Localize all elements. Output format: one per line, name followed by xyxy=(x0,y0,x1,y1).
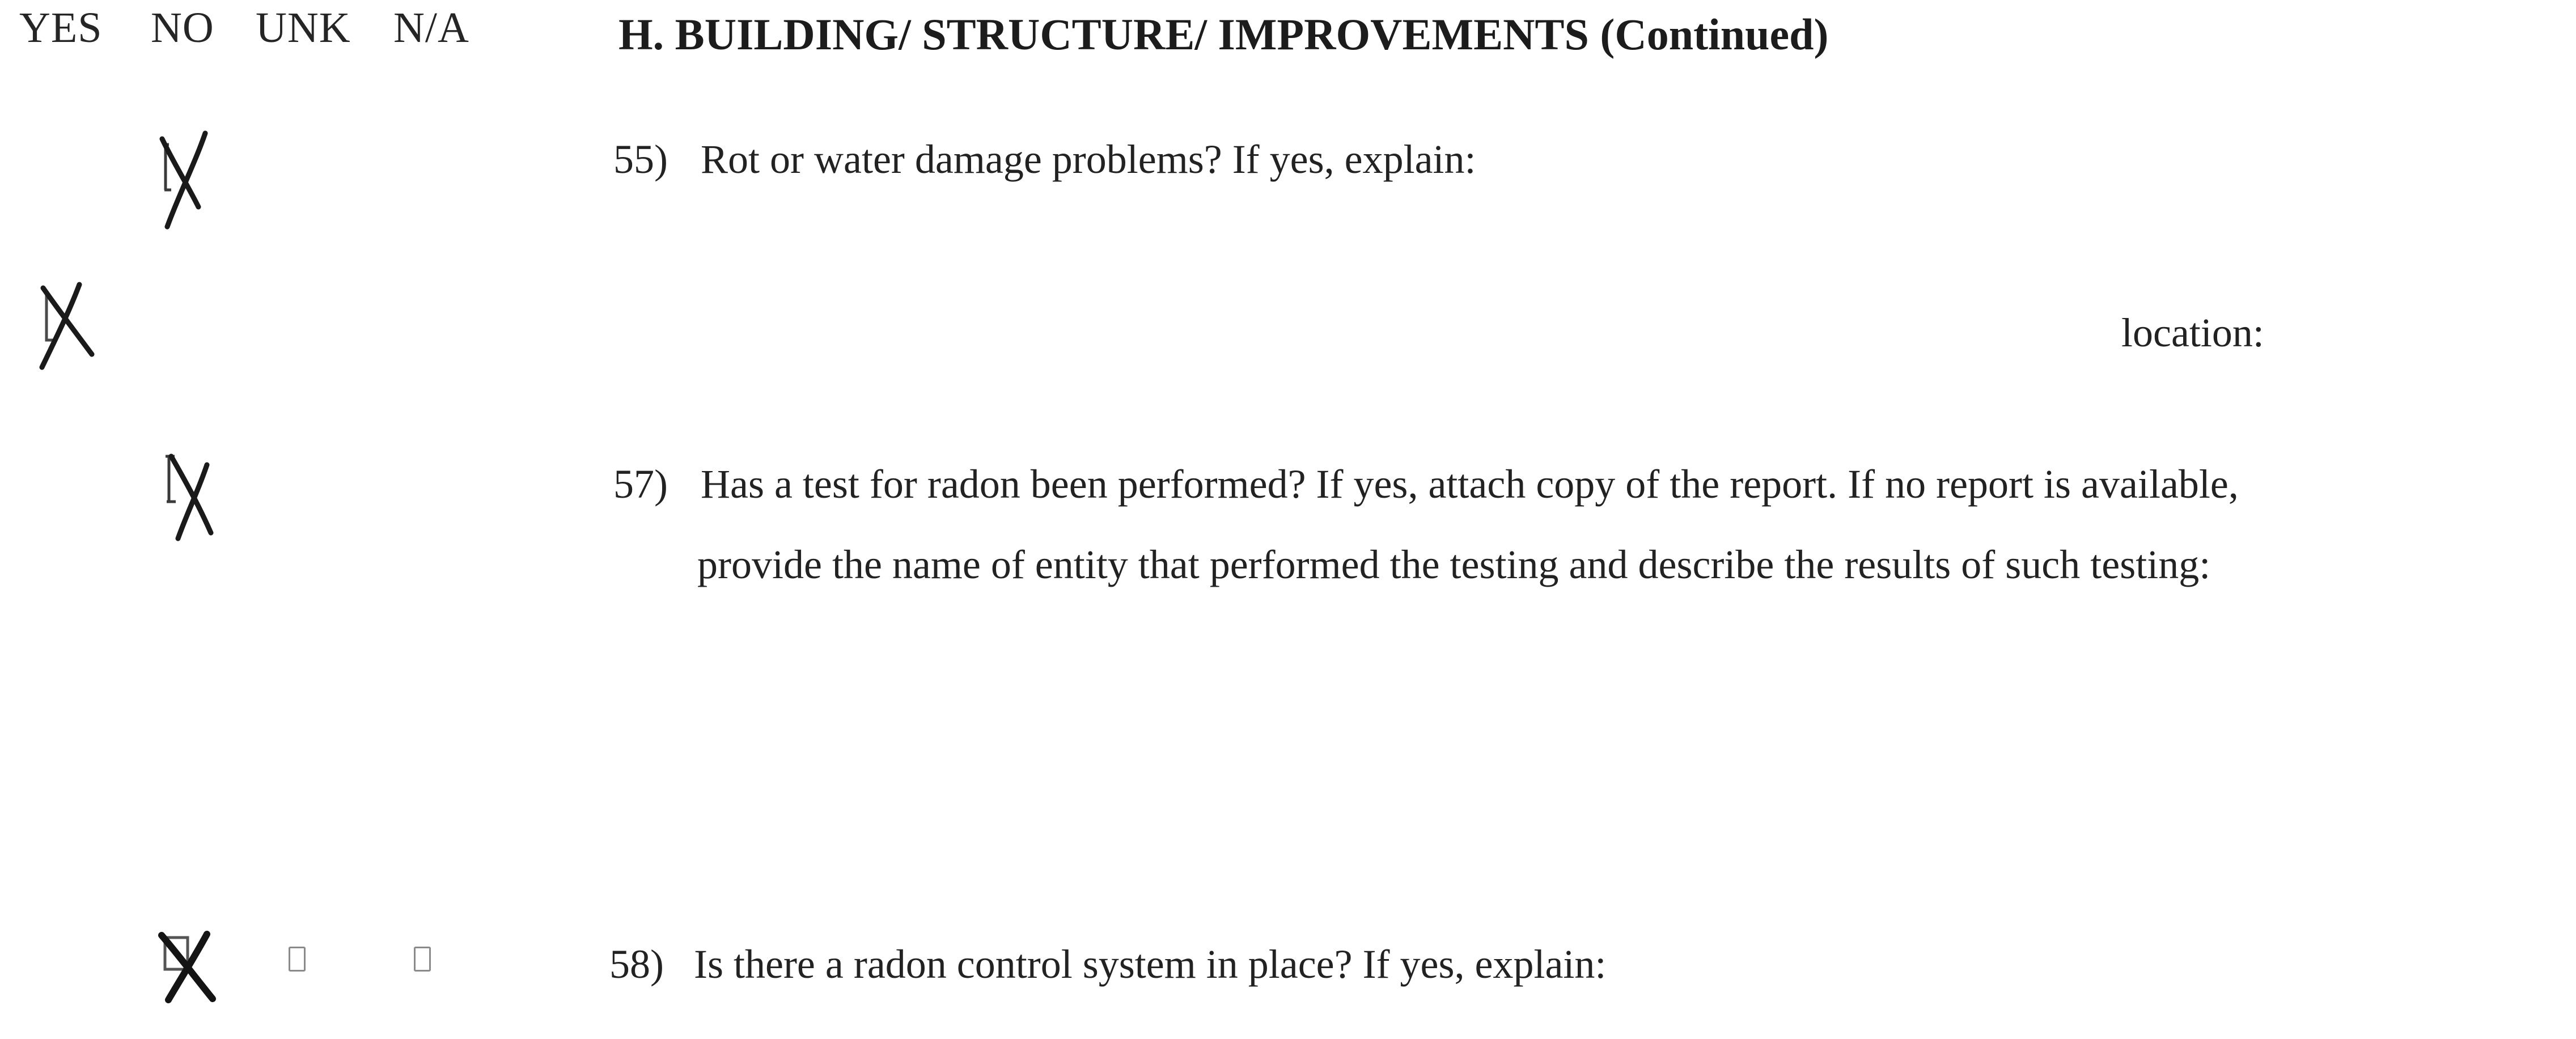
question-56-location-label: location: xyxy=(2121,310,2264,355)
q57-no-checkbox-x-icon[interactable] xyxy=(159,448,227,544)
question-57-text-line2: provide the name of entity that performed the testing and describe the results of such testing: xyxy=(697,542,2211,587)
column-header-no: NO xyxy=(151,4,214,52)
q56-yes-checkbox-x-icon[interactable] xyxy=(35,278,98,374)
column-header-unk: UNK xyxy=(256,4,351,52)
q55-no-checkbox-x-icon[interactable] xyxy=(153,122,215,235)
q58-no-checkbox-x-icon[interactable] xyxy=(156,930,224,1003)
question-58-text: Is there a radon control system in place? If yes, explain: xyxy=(694,942,1607,987)
question-57-number: 57) xyxy=(613,461,668,507)
question-55-number: 55) xyxy=(613,137,668,182)
q58-unk-checkbox[interactable] xyxy=(289,947,306,972)
q58-na-checkbox[interactable] xyxy=(414,947,431,972)
question-57-text-line1: Has a test for radon been performed? If yes, attach copy of the report. If no report is available, xyxy=(701,461,2239,507)
section-title: H. BUILDING/ STRUCTURE/ IMPROVEMENTS (Continued) xyxy=(618,10,1829,59)
question-55-text: Rot or water damage problems? If yes, explain: xyxy=(701,137,1476,182)
question-58-number: 58) xyxy=(609,942,664,987)
column-header-yes: YES xyxy=(19,4,103,52)
column-header-na: N/A xyxy=(393,4,469,52)
